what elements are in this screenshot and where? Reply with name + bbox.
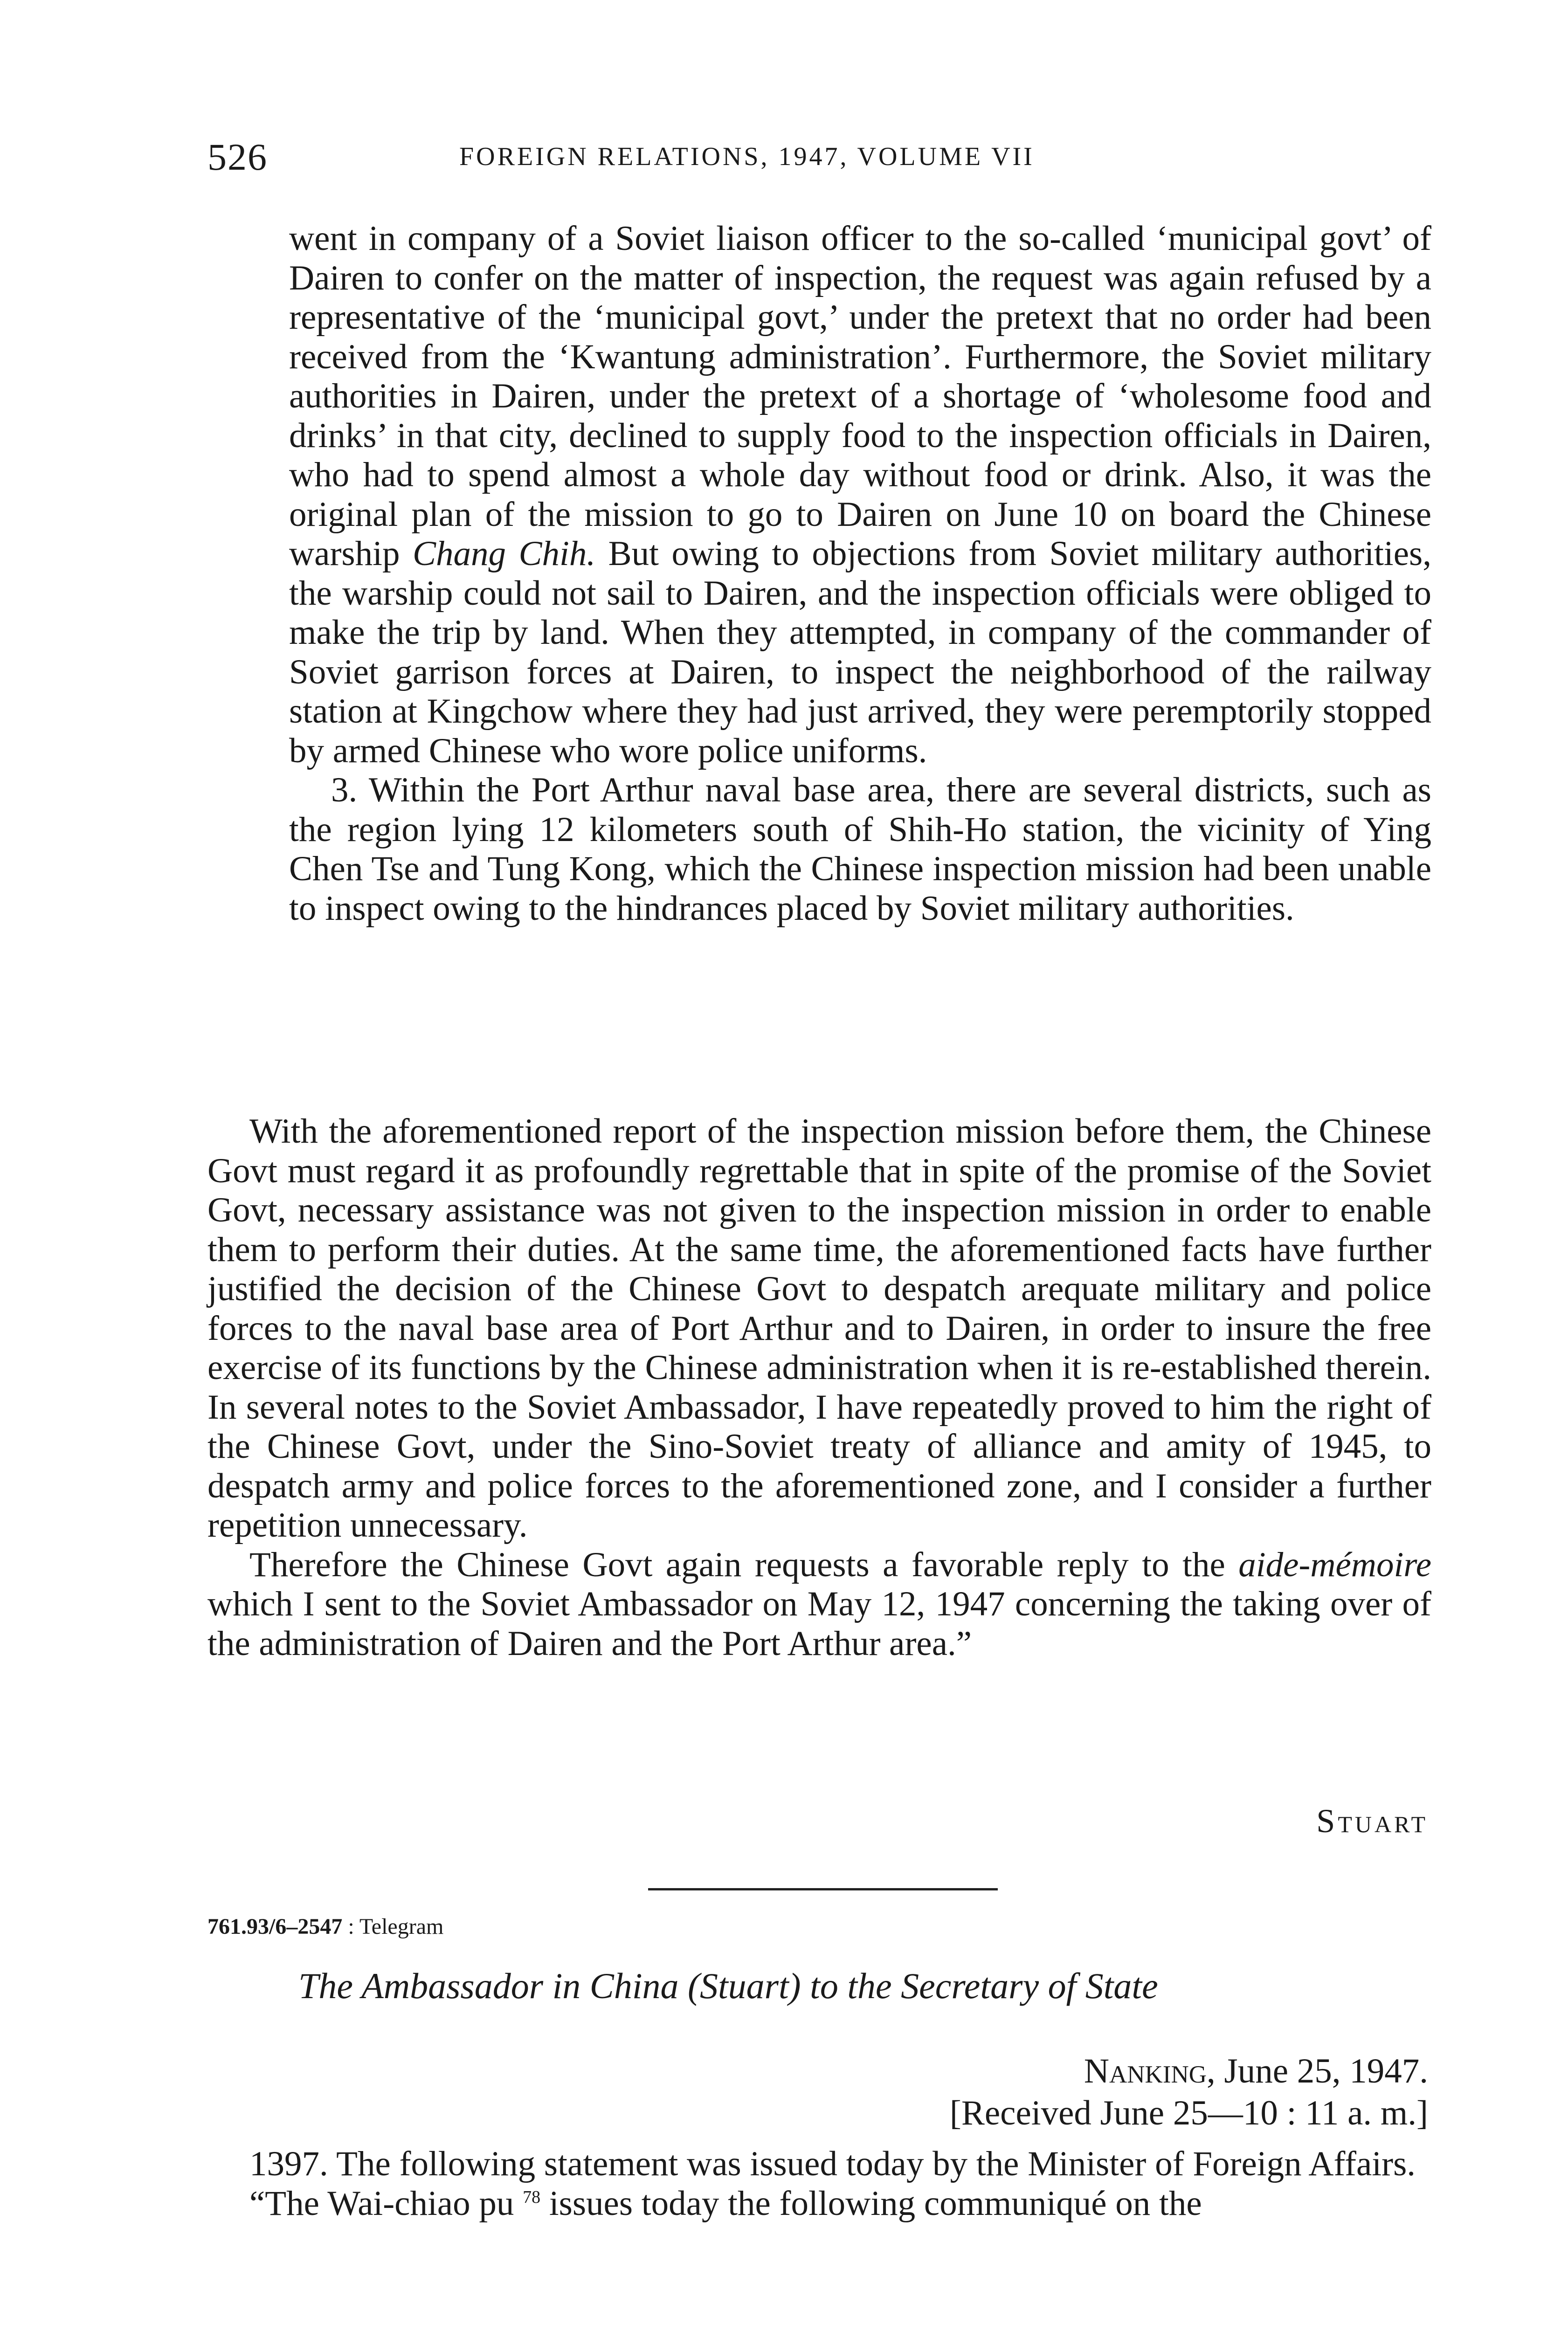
report-text-continued: But owing to objections from Soviet military authorities, the warship could not sail to Dairen, and the inspection officials were obliged to make the trip by land. When they attempted, in company of the commander of Soviet garrison forces at Dairen, to inspect the neighborhood of the railway station at Kingchow where they had just arrived, they were peremptorily stopped by armed Chinese who wore police uniforms. — [289, 534, 1431, 770]
dateline-place: Nanking, — [1084, 2052, 1216, 2090]
communique-intro — [207, 2184, 1431, 2224]
file-number: 761.93/6–2547 — [207, 1914, 343, 1939]
aide-memoire-term: aide-mémoire — [1238, 1545, 1431, 1584]
telegram-paragraph: 1397. The following statement was issued today by the Minister of Foreign Affairs. — [249, 2145, 1416, 2183]
document-type: : Telegram — [348, 1914, 444, 1939]
request-text-continued: which I sent to the Soviet Ambassador on May 12, 1947 concerning the taking over of the administration of Dairen and the Port Arthur area.” — [207, 1585, 1431, 1663]
warship-name: Chang Chih. — [412, 534, 596, 573]
quoted-report-block — [289, 219, 1431, 928]
report-paragraph — [289, 219, 1431, 771]
dateline-date: June 25, 1947. — [1215, 2052, 1428, 2090]
dateline — [1084, 2051, 1428, 2091]
signature: Stuart — [1316, 1802, 1428, 1840]
page-number: 526 — [207, 136, 268, 178]
document-title: The Ambassador in China (Stuart) to the Secretary of State — [298, 1965, 1158, 2006]
communique-text: “The Wai-chiao pu — [249, 2184, 523, 2223]
received-line: [Received June 25—10 : 11 a. m.] — [949, 2094, 1428, 2132]
page-header — [207, 135, 1434, 186]
report-text: went in company of a Soviet liaison officer to the so-called ‘municipal govt’ of Dairen to confer on the matter of inspection, the request was again refused by a representative of the ‘municipal govt,’ under the pretext that no order had been received from the ‘Kwantung administration’. Furthermore, the Soviet military authorities in Dairen, under the pretext of a shortage of ‘wholesome food and drinks’ in that city, declined to supply food to the inspection officials in Dairen, who had to spend almost a whole day without food or drink. Also, it was the original plan of the mission to go to Dairen on June 10 on board the Chinese warship — [289, 219, 1431, 573]
telegram-body — [207, 2145, 1431, 2223]
main-paragraph: With the aforementioned report of the inspection mission before them, the Chinese Govt must regard it as profoundly regrettable that in spite of the promise of the Soviet Govt, necessary assistance was not given to the inspection mission in order to enable them to perform their duties. At the same time, the aforementioned facts have further justified the decision of the Chinese Govt to despatch arequate military and police forces to the naval base area of Port Arthur and to Dairen, in order to insure the free exercise of its functions by the Chinese administration when it is re-established therein. In several notes to the Soviet Ambassador, I have repeatedly proved to him the right of the Chinese Govt, under the Sino-Soviet treaty of alliance and amity of 1945, to despatch army and police forces to the aforementioned zone, and I consider a further repetition unnecessary. — [207, 1112, 1431, 1545]
footnote-reference: 78 — [523, 2187, 541, 2207]
request-paragraph — [207, 1545, 1431, 1664]
document-id — [207, 1914, 443, 1939]
communique-text-continued: issues today the following communiqué on the — [540, 2184, 1202, 2223]
main-paragraph-block — [207, 1112, 1431, 1663]
request-text: Therefore the Chinese Govt again requests a favorable reply to the — [249, 1545, 1239, 1584]
report-paragraph-3: 3. Within the Port Arthur naval base area, there are several districts, such as the region lying 12 kilometers south of Shih-Ho station, the vicinity of Ying Chen Tse and Tung Kong, which the Chinese inspection mission had been unable to inspect owing to the hindrances placed by Soviet military authorities. — [289, 771, 1431, 928]
running-head: FOREIGN RELATIONS, 1947, VOLUME VII — [459, 142, 1035, 171]
section-divider — [648, 1888, 998, 1890]
